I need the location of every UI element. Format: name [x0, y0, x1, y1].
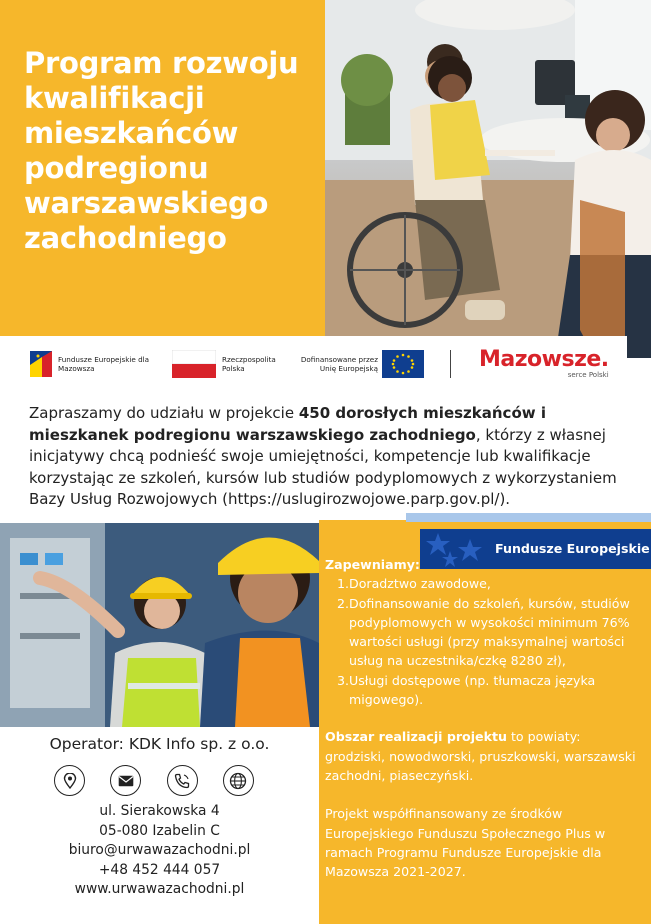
workers-photo-illustration	[0, 523, 319, 727]
project-area	[325, 727, 643, 785]
mail-icon[interactable]	[110, 765, 141, 796]
hero-panel	[0, 0, 325, 336]
address-city: 05-080 Izabelin C	[99, 822, 220, 839]
list-item: 3. Usługi dostępowe (np. tłumacza języka migowego).	[337, 672, 596, 708]
contact-details	[0, 802, 319, 900]
mazowsze-tagline: serce Polski	[567, 370, 609, 379]
logo-ue	[292, 350, 424, 378]
location-icon[interactable]	[54, 765, 85, 796]
provides-list	[325, 574, 643, 709]
banner-accent-strip	[406, 513, 651, 522]
offer-text	[325, 555, 643, 881]
page-title: Program rozwoju kwalifikacji mieszkańców podregionu warszawskiego zachodniego	[24, 46, 299, 255]
contact-icons	[54, 765, 254, 799]
fe-logo-icon	[30, 351, 52, 377]
eu-flag-icon	[382, 350, 424, 378]
list-item: 1. Doradztwo zawodowe,	[337, 576, 491, 592]
workers-photo	[0, 523, 319, 727]
office-photo	[325, 0, 651, 358]
rp-label: Rzeczpospolita Polska	[222, 355, 276, 373]
list-item: 2. Dofinansowanie do szkoleń, kursów, studiów podyplomowych w wysokości minimum 76% wartości usługi (przy maksymalnej wartości usług na uczestnika/czkę 8280 zł),	[337, 595, 630, 669]
mazowsze-wordmark: Mazowsze.	[479, 346, 609, 372]
polish-flag-icon	[172, 350, 216, 378]
fe-banner-label: Fundusze Europejskie	[495, 541, 650, 556]
logo-strip	[24, 336, 627, 392]
fe-mazowsza-label: Fundusze Europejskie dla Mazowsza	[58, 355, 150, 373]
logo-mazowsze	[479, 346, 609, 380]
ue-label: Dofinansowane przez Unię Europejską	[300, 355, 378, 373]
provides-title: Zapewniamy:	[325, 557, 420, 572]
intro-lead: Zapraszamy do udziału w projekcie	[29, 404, 299, 422]
office-photo-illustration	[325, 0, 651, 358]
funding-note: Projekt współfinansowany ze środków Europejskiego Funduszu Społecznego Plus w ramach Programu Fundusze Europejskie dla Mazowsza 2021-2027.	[325, 806, 606, 880]
email-link[interactable]: biuro@urwawazachodni.pl	[68, 842, 251, 859]
logo-fe-mazowsza	[30, 351, 150, 377]
globe-icon[interactable]	[223, 765, 254, 796]
website-link[interactable]: www.urwawazachodni.pl	[74, 881, 245, 898]
phone-number[interactable]: +48 452 444 057	[98, 861, 221, 878]
intro-highlight: 450 dorosłych mieszkańców i mieszkanek podregionu warszawskiego zachodniego	[29, 404, 546, 444]
project-area-counties: to powiaty: grodziski, nowodworski, pruszkowski, warszawski zachodni, piaseczyński.	[325, 729, 636, 783]
project-area-label: Obszar realizacji projektu	[325, 729, 507, 745]
logo-divider	[450, 350, 451, 378]
address-street: ul. Sierakowska 4	[99, 803, 220, 819]
operator-label: Operator: KDK Info sp. z o.o.	[49, 735, 270, 753]
intro-paragraph	[29, 403, 635, 511]
phone-icon[interactable]	[167, 765, 198, 796]
logo-rp	[172, 350, 284, 378]
intro-rest: , którzy z własnej inicjatywy chcą podnieść swoje umiejętności, kompetencje lub kwalifikacje korzystając ze szkoleń, kursów lub studiów podyplomowych z wykorzystaniem Bazy Usług Rozwojowych (https://uslugirozwojowe.parp.gov.pl/).	[29, 425, 617, 508]
